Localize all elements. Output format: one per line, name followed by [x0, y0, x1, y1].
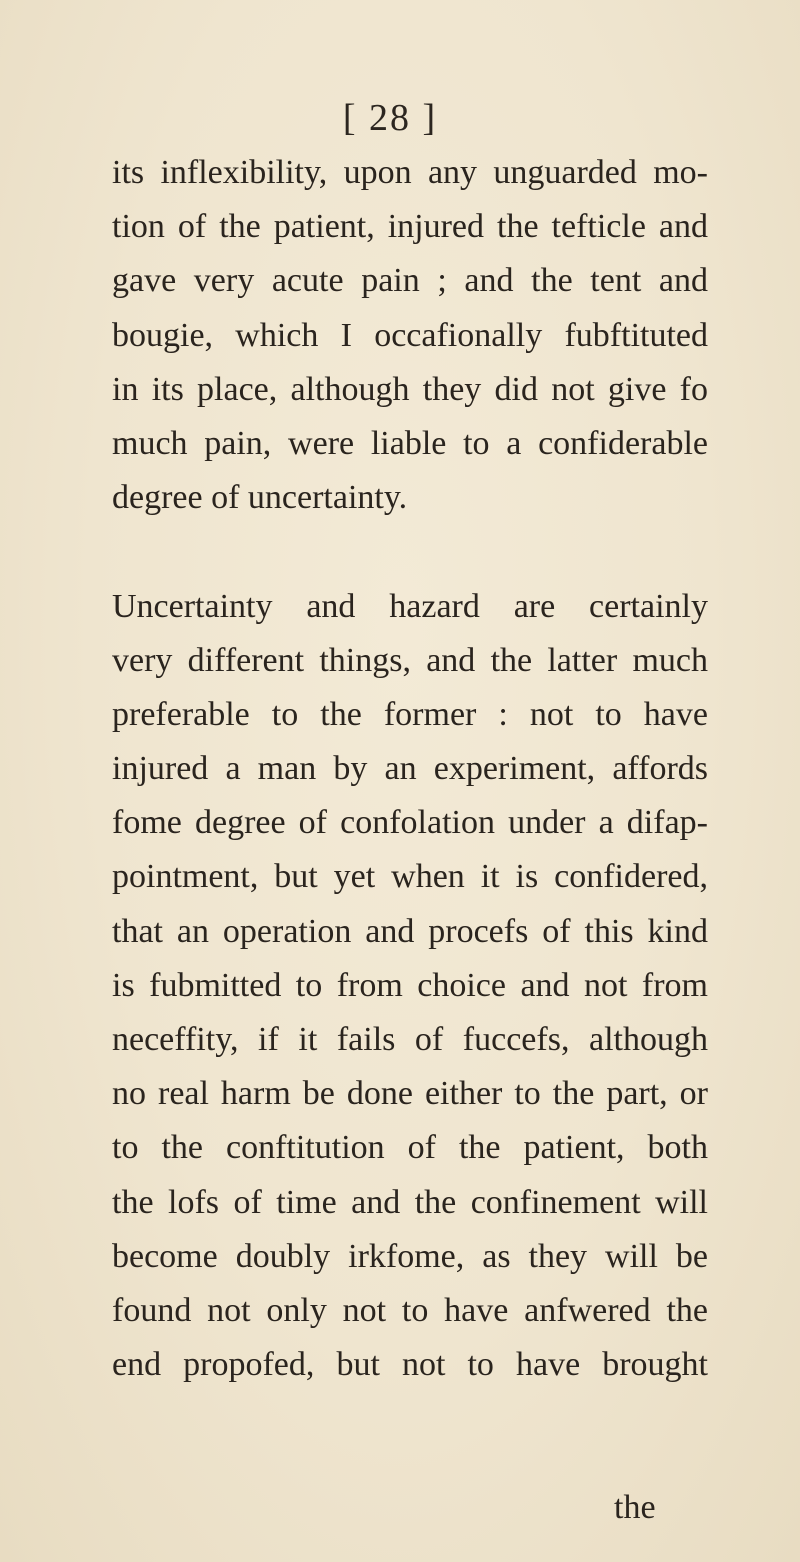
- text-line: preferable to the former : not to have: [112, 695, 708, 733]
- text-line: become doubly irkfome, as they will be: [112, 1237, 708, 1275]
- text-line: neceffity, if it fails of fuccefs, although: [112, 1021, 708, 1058]
- text-line: bougie, which I occafionally fubftituted: [112, 316, 708, 354]
- text-line: tion of the patient, injured the tefticle and: [112, 208, 708, 246]
- text-line: in its place, although they did not give fo: [112, 370, 708, 408]
- text-line: to the conftitution of the patient, both: [112, 1129, 708, 1167]
- text-line: much pain, were liable to a confiderable: [112, 424, 708, 462]
- text-line: the lofs of time and the confinement will: [112, 1183, 708, 1221]
- text-line: very different things, and the latter much: [112, 641, 708, 679]
- paragraph-gap: [112, 525, 708, 579]
- text-line: is fubmitted to from choice and not from: [112, 966, 708, 1004]
- text-line: that an operation and procefs of this kind: [112, 912, 708, 950]
- text-line: gave very acute pain ; and the tent and: [112, 262, 708, 300]
- text-line: fome degree of confolation under a difap-: [112, 804, 708, 842]
- text-line: found not only not to have anfwered the: [112, 1291, 708, 1329]
- page-number: [ 28 ]: [342, 97, 438, 139]
- text-line: its inflexibility, upon any unguarded mo-: [112, 154, 708, 191]
- text-line: pointment, but yet when it is confidered,: [112, 858, 708, 896]
- text-line: injured a man by an experiment, affords: [112, 750, 708, 788]
- body-text: [112, 146, 708, 1392]
- text-line: no real harm be done either to the part, or: [112, 1075, 708, 1113]
- catchword: the: [614, 1489, 656, 1526]
- text-line: degree of uncertainty.: [112, 479, 408, 517]
- text-line: Uncertainty and hazard are certainly: [112, 587, 708, 625]
- text-line: end propofed, but not to have brought: [112, 1346, 708, 1384]
